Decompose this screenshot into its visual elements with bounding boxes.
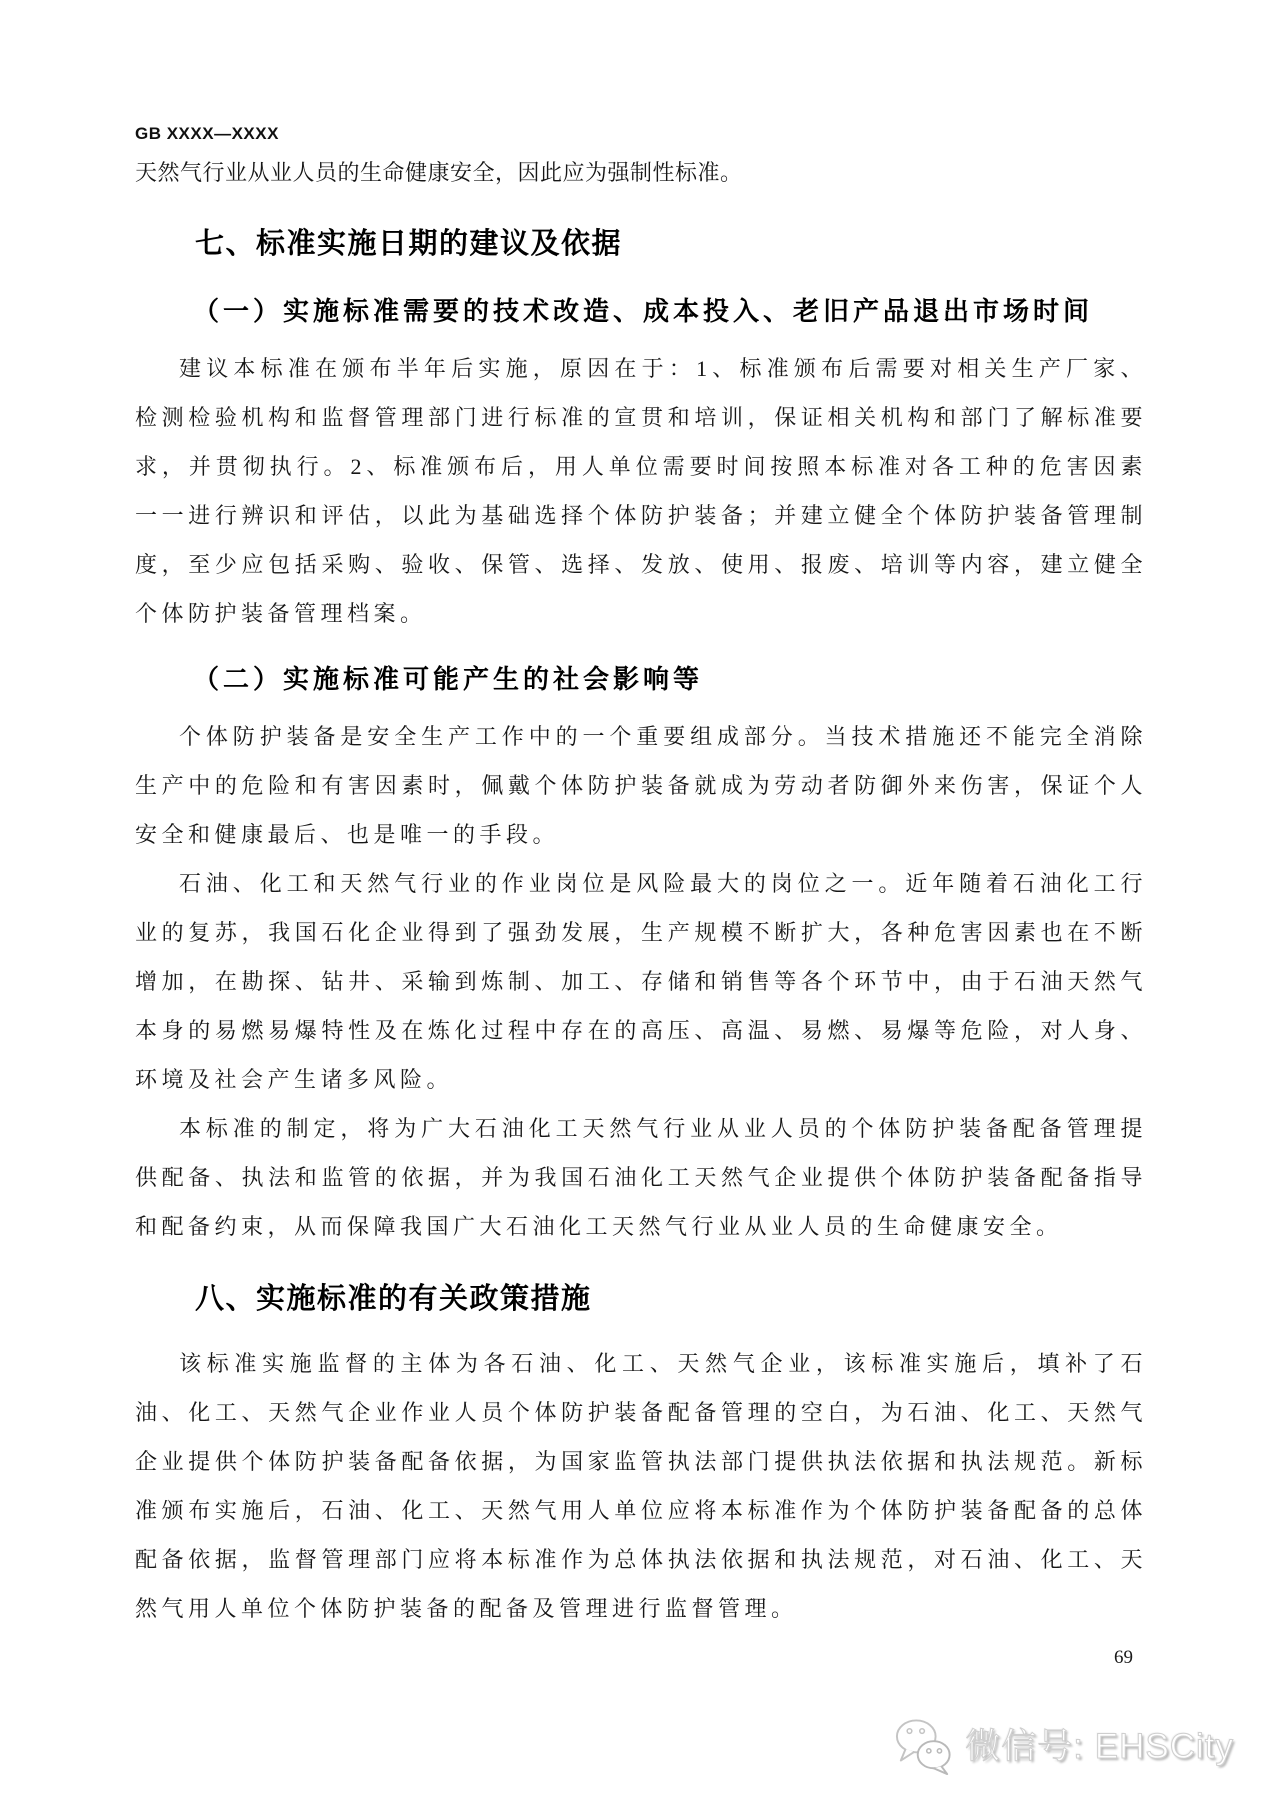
page-content	[135, 124, 1147, 1669]
intro-continuation-paragraph: 天然气行业从业人员的生命健康安全，因此应为强制性标准。	[135, 160, 743, 185]
page-number: 69	[1114, 1647, 1133, 1668]
wechat-watermark	[893, 1718, 1234, 1776]
subsection-heading-two: （二）实施标准可能产生的社会影响等	[193, 664, 704, 694]
paragraph-social-impact-3: 本标准的制定，将为广大石油化工天然气行业从业人员的个体防护装备配备管理提供配备、执法和监管的依据，并为我国石油化工天然气企业提供个体防护装备配备指导和配备约束，从而保障我国广大石油化工天然气行业从业人员的生命健康安全。	[135, 1116, 1147, 1239]
subsection-heading-one: （一）实施标准需要的技术改造、成本投入、老旧产品退出市场时间	[193, 296, 1094, 326]
paragraph-implementation-date: 建议本标准在颁布半年后实施，原因在于：1、标准颁布后需要对相关生产厂家、检测检验机构和监督管理部门进行标准的宣贯和培训，保证相关机构和部门了解标准要求，并贯彻执行。2、标准颁布后，用人单位需要时间按照本标准对各工种的危害因素一一进行辨识和评估，以此为基础选择个体防护装备；并建立健全个体防护装备管理制度，至少应包括采购、验收、保管、选择、发放、使用、报废、培训等内容，建立健全个体防护装备管理档案。	[135, 356, 1147, 626]
paragraph-social-impact-1: 个体防护装备是安全生产工作中的一个重要组成部分。当技术措施还不能完全消除生产中的危险和有害因素时，佩戴个体防护装备就成为劳动者防御外来伤害，保证个人安全和健康最后、也是唯一的手段。	[135, 724, 1147, 847]
wechat-account-label: 微信号: EHSCity	[965, 1727, 1234, 1766]
standard-code-header: GB XXXX—XXXX	[135, 124, 279, 143]
paragraph-social-impact-2: 石油、化工和天然气行业的作业岗位是风险最大的岗位之一。近年随着石油化工行业的复苏，我国石化企业得到了强劲发展，生产规模不断扩大，各种危害因素也在不断增加，在勘探、钻井、采输到炼制、加工、存储和销售等各个环节中，由于石油天然气本身的易燃易爆特性及在炼化过程中存在的高压、高温、易燃、易爆等危险，对人身、环境及社会产生诸多风险。	[135, 871, 1147, 1092]
section-heading-eight: 八、实施标准的有关政策措施	[195, 1283, 592, 1315]
wechat-icon	[893, 1718, 955, 1776]
paragraph-policy-measures: 该标准实施监督的主体为各石油、化工、天然气企业，该标准实施后，填补了石油、化工、天然气企业作业人员个体防护装备配备管理的空白，为石油、化工、天然气企业提供个体防护装备配备依据，为国家监管执法部门提供执法依据和执法规范。新标准颁布实施后，石油、化工、天然气用人单位应将本标准作为个体防护装备配备的总体配备依据，监督管理部门应将本标准作为总体执法依据和执法规范，对石油、化工、天然气用人单位个体防护装备的配备及管理进行监督管理。	[135, 1351, 1147, 1621]
section-heading-seven: 七、标准实施日期的建议及依据	[195, 228, 623, 260]
